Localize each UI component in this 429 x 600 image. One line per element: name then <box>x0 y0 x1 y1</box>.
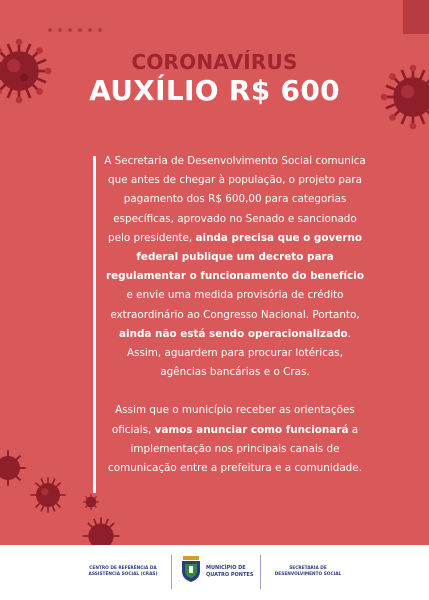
footer <box>0 545 429 600</box>
footer-divider <box>260 555 261 589</box>
virus-icon <box>28 475 68 515</box>
footer-cras: CENTRO DE REFERÊNCIA DA ASSISTÊNCIA SOCIAL (CRAS) <box>88 566 158 577</box>
bold-segment: ainda não está sendo operacionalizado <box>119 327 348 340</box>
corner-accent <box>403 0 429 34</box>
text-segment: A Secretaria de Desenvolvimento Social comunica que antes de chegar à população, o projeto para pagamento dos R$ 600,00 para categorias específicas, aprovado no Senado e sancionado pelo presidente, <box>104 155 366 244</box>
vertical-accent-bar <box>93 156 96 493</box>
paragraph-1 <box>104 152 366 382</box>
decorative-dots <box>48 28 102 32</box>
title-coronavirus: CORONAVÍRUS <box>131 50 298 74</box>
text-segment: Assim que o município receber as orientações oficiais, <box>111 404 355 436</box>
virus-icon <box>0 448 28 488</box>
footer-divider <box>171 555 172 589</box>
text-segment: e envie uma medida provisória de crédito extraordinário ao Congresso Nacional. Portanto, <box>110 289 360 321</box>
title-auxilio: AUXÍLIO R$ 600 <box>89 74 340 107</box>
paragraph-2 <box>104 401 366 478</box>
bold-segment: vamos anunciar como funcionará <box>154 423 349 436</box>
text-segment: a implementação nos principais canais de comunicação entre a prefeitura e a comunidade. <box>108 423 362 475</box>
virus-icon <box>82 493 100 511</box>
footer-municipio: MUNICÍPIO DE QUATRO PONTES <box>206 565 254 578</box>
text-segment: . Assim, aguardem para procurar lotéricas, agências bancárias e o Cras. <box>126 327 351 379</box>
municipal-crest-icon <box>180 555 202 583</box>
bold-segment: ainda precisa que o governo federal publique um decreto para regulamentar o funcionamento do benefício <box>106 231 364 283</box>
footer-secretaria: SECRETARIA DE DESENVOLVIMENTO SOCIAL <box>274 566 342 577</box>
virus-icon <box>80 515 122 545</box>
announcement-text <box>104 152 366 478</box>
